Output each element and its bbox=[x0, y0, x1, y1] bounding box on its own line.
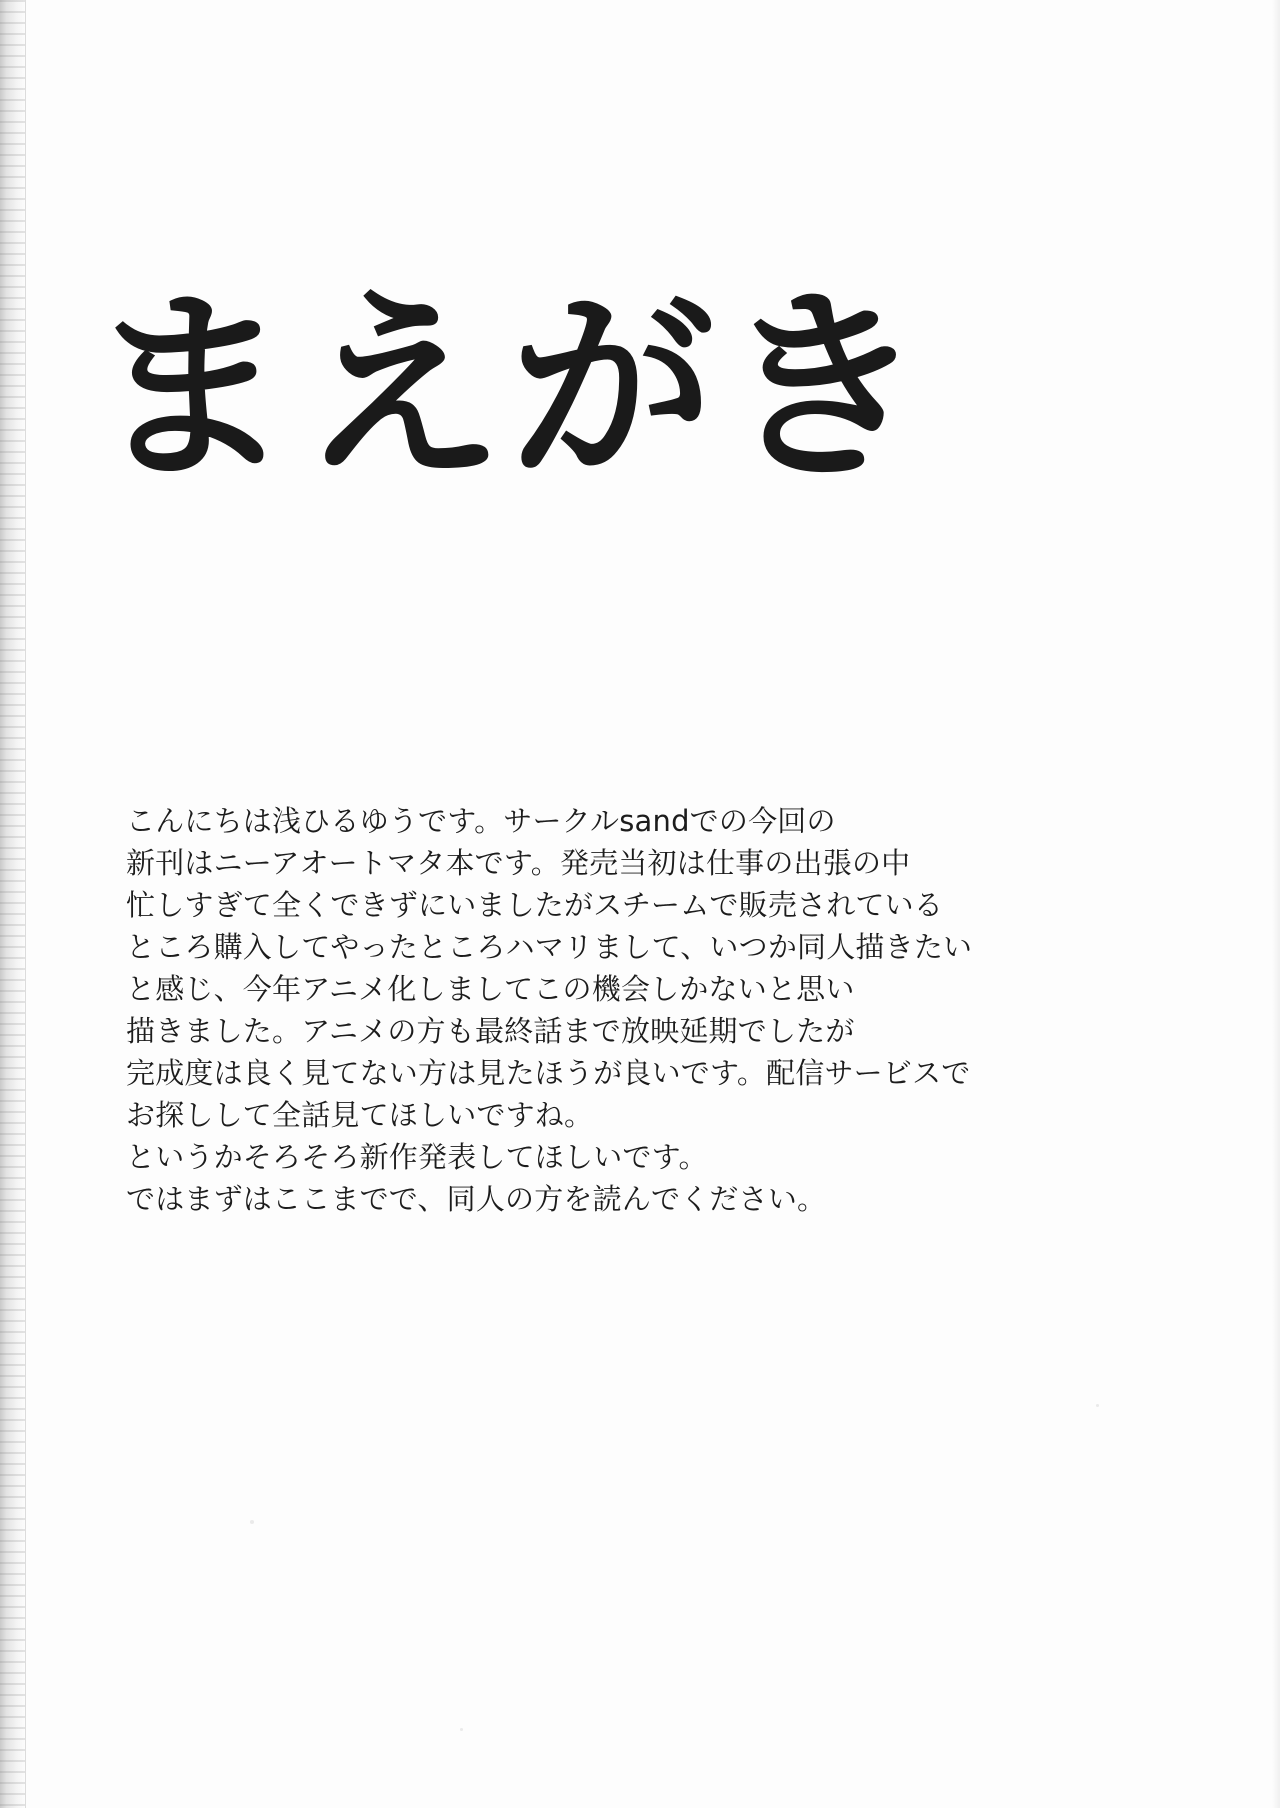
body-line: 忙しすぎて全くできずにいましたがスチームで販売されている bbox=[126, 888, 944, 922]
body-line: 新刊はニーアオートマタ本です。発売当初は仕事の出張の中 bbox=[126, 846, 911, 880]
page-right-edge-shadow bbox=[1272, 0, 1280, 1808]
paper-blemish bbox=[1096, 1404, 1099, 1407]
page-edge-line bbox=[25, 0, 26, 1808]
body-line: お探しして全話見てほしいですね。 bbox=[126, 1098, 594, 1132]
body-line: ところ購入してやったところハマリまして、いつか同人描きたい bbox=[126, 930, 973, 964]
page-title: まえがき bbox=[88, 270, 932, 509]
paper-blemish bbox=[460, 1728, 463, 1731]
body-line: というかそろそろ新作発表してほしいです。 bbox=[126, 1140, 708, 1174]
paper-blemish bbox=[250, 1520, 254, 1524]
body-line: 描きました。アニメの方も最終話まで放映延期でしたが bbox=[126, 1014, 855, 1048]
body-line: ではまずはここまでで、同人の方を読んでください。 bbox=[126, 1182, 827, 1216]
afterword-body-text bbox=[126, 800, 1136, 1220]
body-line: 完成度は良く見てない方は見たほうが良いです。配信サービスで bbox=[126, 1056, 971, 1090]
body-line: と感じ、今年アニメ化しましてこの機会しかないと思い bbox=[126, 972, 855, 1006]
body-line: こんにちは浅ひるゆうです。サークルsandでの今回の bbox=[126, 804, 836, 838]
page-gutter-speckle bbox=[0, 0, 26, 1808]
